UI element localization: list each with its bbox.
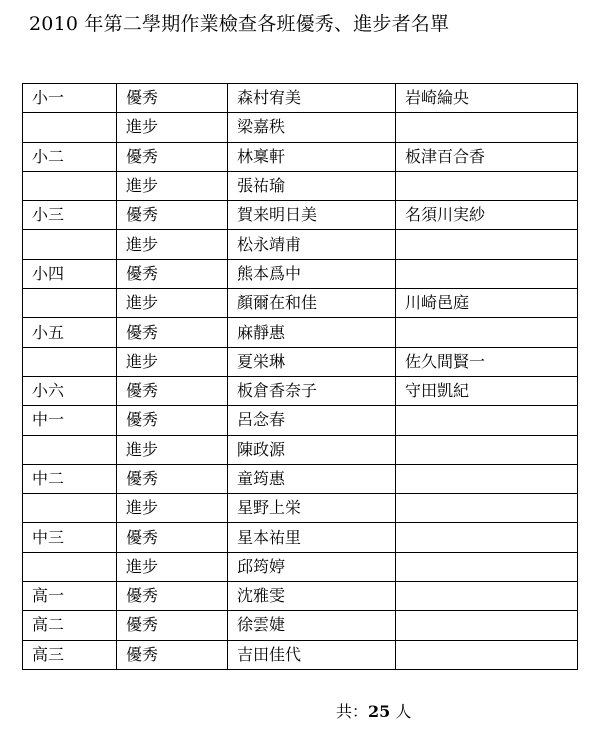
name-cell: 松永靖甫	[228, 230, 396, 259]
type-cell: 進步	[117, 494, 228, 523]
type-cell: 進步	[117, 347, 228, 376]
class-cell: 中二	[23, 464, 117, 493]
name-cell-2	[396, 406, 578, 435]
table-row	[23, 611, 578, 640]
type-cell: 優秀	[117, 376, 228, 405]
name-cell-2	[396, 611, 578, 640]
name-cell-2: 板津百合香	[396, 142, 578, 171]
type-cell: 進步	[117, 171, 228, 200]
total-prefix: 共：	[336, 702, 369, 721]
table-row	[23, 552, 578, 581]
name-cell-2: 名須川実紗	[396, 201, 578, 230]
type-cell: 進步	[117, 230, 228, 259]
name-cell: 熊本爲中	[228, 259, 396, 288]
class-cell: 中一	[23, 406, 117, 435]
type-cell: 優秀	[117, 582, 228, 611]
table-row	[23, 171, 578, 200]
type-cell: 優秀	[117, 259, 228, 288]
honor-roll-table	[22, 83, 578, 670]
table-row	[23, 435, 578, 464]
class-cell	[23, 113, 117, 142]
table-row	[23, 84, 578, 113]
type-cell: 進步	[117, 289, 228, 318]
name-cell: 麻靜惠	[228, 318, 396, 347]
class-cell	[23, 435, 117, 464]
table-row	[23, 259, 578, 288]
honor-roll-body	[23, 84, 578, 670]
table-row	[23, 523, 578, 552]
class-cell: 小三	[23, 201, 117, 230]
name-cell-2: 佐久間賢一	[396, 347, 578, 376]
total-number: 25	[368, 702, 391, 721]
class-cell: 高一	[23, 582, 117, 611]
type-cell: 進步	[117, 113, 228, 142]
class-cell: 小五	[23, 318, 117, 347]
name-cell: 邱筠婷	[228, 552, 396, 581]
name-cell: 夏栄琳	[228, 347, 396, 376]
table-row	[23, 142, 578, 171]
name-cell-2	[396, 113, 578, 142]
name-cell-2	[396, 494, 578, 523]
total-suffix: 人	[395, 702, 412, 721]
type-cell: 進步	[117, 552, 228, 581]
name-cell: 張祐瑜	[228, 171, 396, 200]
name-cell-2	[396, 582, 578, 611]
class-cell	[23, 552, 117, 581]
table-row	[23, 230, 578, 259]
type-cell: 優秀	[117, 142, 228, 171]
table-row	[23, 464, 578, 493]
class-cell	[23, 289, 117, 318]
total-count	[336, 701, 411, 723]
type-cell: 優秀	[117, 201, 228, 230]
name-cell: 賀来明日美	[228, 201, 396, 230]
name-cell-2	[396, 259, 578, 288]
type-cell: 優秀	[117, 523, 228, 552]
name-cell: 呂念春	[228, 406, 396, 435]
type-cell: 優秀	[117, 640, 228, 669]
name-cell: 星本祐里	[228, 523, 396, 552]
name-cell-2	[396, 171, 578, 200]
class-cell	[23, 347, 117, 376]
name-cell: 童筠惠	[228, 464, 396, 493]
class-cell: 高三	[23, 640, 117, 669]
name-cell: 沈雅雯	[228, 582, 396, 611]
class-cell	[23, 494, 117, 523]
page-title: 2010 年第二學期作業檢查各班優秀、進步者名單	[29, 13, 450, 35]
name-cell: 星野上栄	[228, 494, 396, 523]
class-cell: 小一	[23, 84, 117, 113]
table-row	[23, 289, 578, 318]
name-cell-2: 守田凱紀	[396, 376, 578, 405]
table-row	[23, 494, 578, 523]
table-row	[23, 113, 578, 142]
name-cell-2	[396, 435, 578, 464]
class-cell: 小二	[23, 142, 117, 171]
name-cell-2: 岩崎綸央	[396, 84, 578, 113]
name-cell: 顏爾在和佳	[228, 289, 396, 318]
type-cell: 優秀	[117, 318, 228, 347]
type-cell: 優秀	[117, 406, 228, 435]
name-cell-2	[396, 552, 578, 581]
name-cell: 徐雲婕	[228, 611, 396, 640]
table-row	[23, 640, 578, 669]
class-cell	[23, 230, 117, 259]
class-cell: 中三	[23, 523, 117, 552]
name-cell: 板倉香奈子	[228, 376, 396, 405]
type-cell: 優秀	[117, 611, 228, 640]
table-row	[23, 406, 578, 435]
name-cell-2	[396, 523, 578, 552]
table-row	[23, 376, 578, 405]
table-row	[23, 582, 578, 611]
name-cell-2: 川崎邑庭	[396, 289, 578, 318]
name-cell: 森村宥美	[228, 84, 396, 113]
name-cell: 陳政源	[228, 435, 396, 464]
type-cell: 優秀	[117, 84, 228, 113]
class-cell: 小六	[23, 376, 117, 405]
name-cell: 梁嘉秩	[228, 113, 396, 142]
class-cell	[23, 171, 117, 200]
name-cell-2	[396, 318, 578, 347]
name-cell-2	[396, 230, 578, 259]
type-cell: 優秀	[117, 464, 228, 493]
class-cell: 高二	[23, 611, 117, 640]
name-cell-2	[396, 640, 578, 669]
name-cell-2	[396, 464, 578, 493]
table-row	[23, 347, 578, 376]
table-row	[23, 201, 578, 230]
type-cell: 進步	[117, 435, 228, 464]
name-cell: 林稟軒	[228, 142, 396, 171]
name-cell: 吉田佳代	[228, 640, 396, 669]
table-row	[23, 318, 578, 347]
class-cell: 小四	[23, 259, 117, 288]
